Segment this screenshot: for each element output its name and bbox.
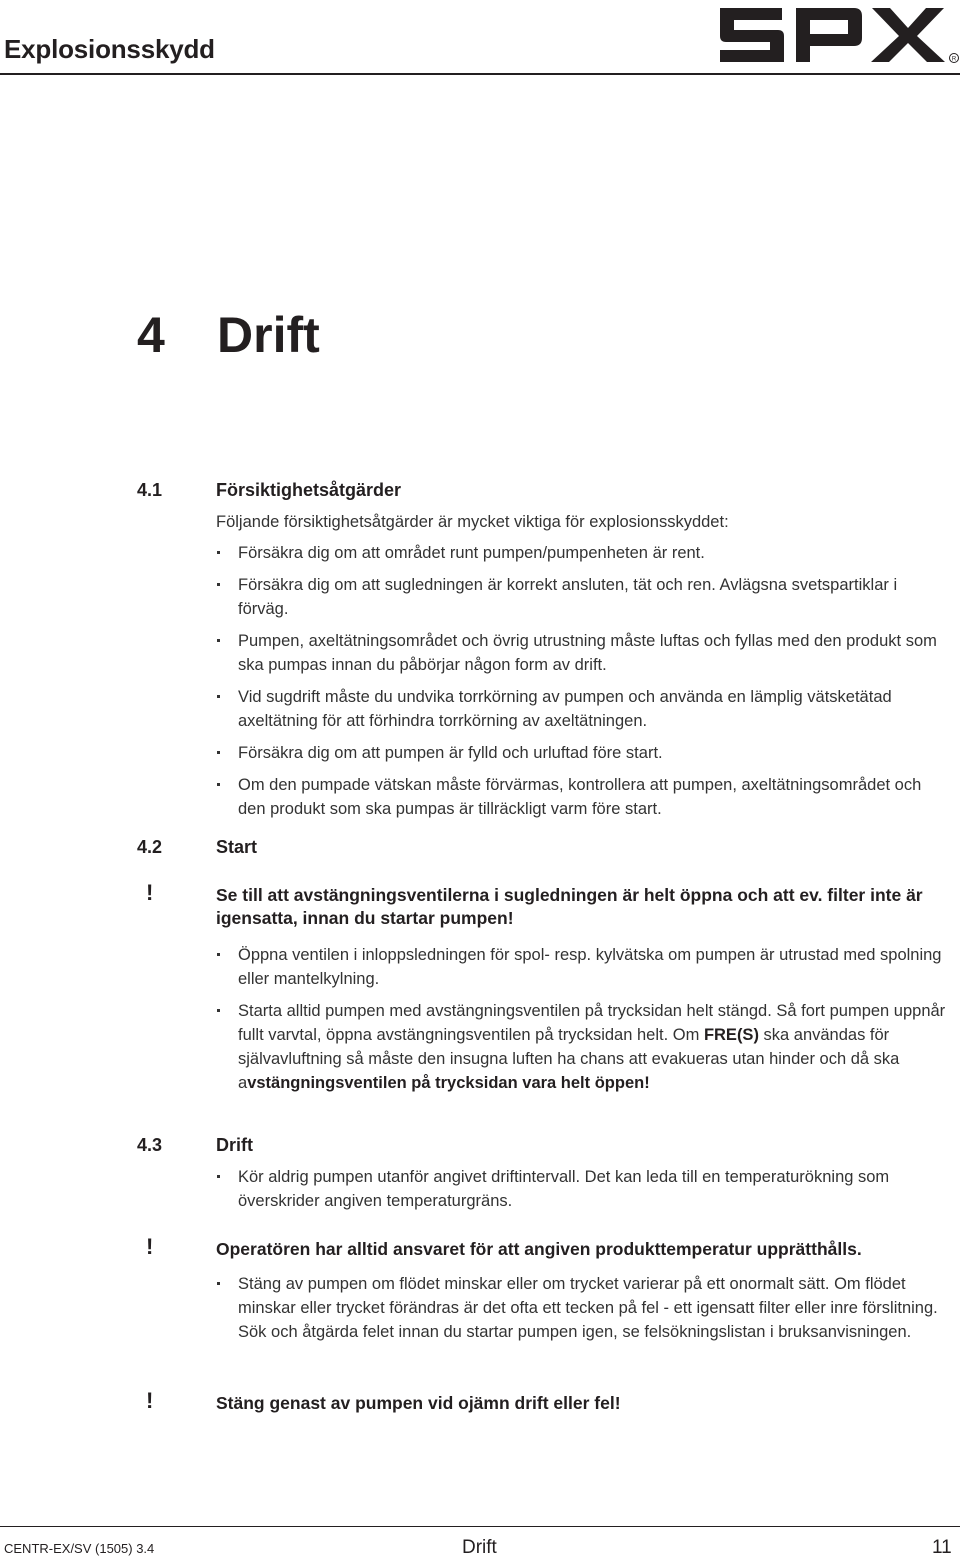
page-number: 11 (932, 1537, 952, 1558)
precautions-list (216, 541, 946, 829)
list-item: Stäng av pumpen om flödet minskar eller om trycket varierar på ett onormalt sätt. Om flödet minskar eller trycket förändras är det ofta ett tecken på fel - ett igensatt filter eller inre förslitning. Sök och åtgärda felet innan du startar pumpen igen, se felsökningslistan i bruksanvisningen. (216, 1272, 946, 1344)
list-item-text: ska användas för självavluftning så måste den insugna luften ha chans att evakueras utan hinder och då ska a (238, 1026, 900, 1092)
list-item: Försäkra dig om att området runt pumpen/pumpenheten är rent. (216, 541, 946, 565)
list-item: Vid sugdrift måste du undvika torrkörning av pumpen och använda en lämplig vätsketätad axeltätning för att förhindra torrkörning av axeltätningen. (216, 685, 946, 733)
operation-list-2 (216, 1272, 946, 1352)
header-divider (0, 73, 960, 75)
warning-icon: ! (146, 880, 154, 905)
list-item: Kör aldrig pumpen utanför angivet driftintervall. Det kan leda till en temperaturökning som överskrider angiven temperaturgräns. (216, 1165, 946, 1213)
page-title: Explosionsskydd (4, 34, 215, 64)
section-number: 4.2 (137, 837, 163, 857)
warning-text: Operatören har alltid ansvaret för att angiven produkttemperatur upprätthålls. (216, 1239, 862, 1259)
section-title: Drift (216, 1135, 253, 1155)
list-item-text: Starta alltid pumpen med avstängningsventilen på trycksidan helt stängd. Så fort pumpen uppnår fullt varvtal, öppna avstängningsventilen på trycksidan helt. Om (238, 1002, 946, 1044)
chapter-title: Drift (217, 307, 320, 363)
warning-text: Se till att avstängningsventilerna i sugledningen är helt öppna och att ev. filter inte är igensatta, innan du startar pumpen! (216, 885, 923, 928)
footer-section: Drift (462, 1537, 497, 1558)
section-number: 4.3 (137, 1135, 163, 1155)
list-item-bold: FRE(S) (703, 1026, 759, 1044)
section-intro: Följande försiktighetsåtgärder är mycket viktiga för explosionsskyddet: (216, 513, 729, 531)
warning-text: Stäng genast av pumpen vid ojämn drift eller fel! (216, 1393, 621, 1413)
document-id: CENTR-EX/SV (1505) 3.4 (4, 1541, 155, 1556)
warning-icon: ! (146, 1234, 154, 1259)
list-item: Om den pumpade vätskan måste förvärmas, kontrollera att pumpen, axeltätningsområdet och den produkt som ska pumpas är tillräckligt varm före start. (216, 773, 946, 821)
chapter-heading (137, 306, 320, 364)
start-list (216, 943, 946, 1103)
section-title: Start (216, 837, 258, 857)
section-title: Försiktighetsåtgärder (216, 480, 402, 500)
list-item: Pumpen, axeltätningsområdet och övrig utrustning måste luftas och fyllas med den produkt som ska pumpas innan du påbörjar någon form av drift. (216, 629, 946, 677)
list-item: Försäkra dig om att sugledningen är korrekt ansluten, tät och ren. Avlägsna svetspartiklar i förväg. (216, 573, 946, 621)
svg-text:R: R (951, 56, 957, 63)
list-item: Öppna ventilen i inloppsledningen för spol- resp. kylvätska om pumpen är utrustad med spolning eller mantelkylning. (216, 943, 946, 991)
spx-logo (716, 0, 960, 70)
operation-list (216, 1165, 946, 1221)
chapter-number: 4 (137, 307, 165, 363)
list-item (216, 999, 946, 1095)
warning-icon: ! (146, 1388, 154, 1413)
section-number: 4.1 (137, 480, 163, 500)
list-item: Försäkra dig om att pumpen är fylld och urluftad före start. (216, 741, 946, 765)
list-item-bold: vstängningsventilen på trycksidan vara helt öppen! (247, 1074, 650, 1092)
footer-divider (0, 1526, 960, 1527)
